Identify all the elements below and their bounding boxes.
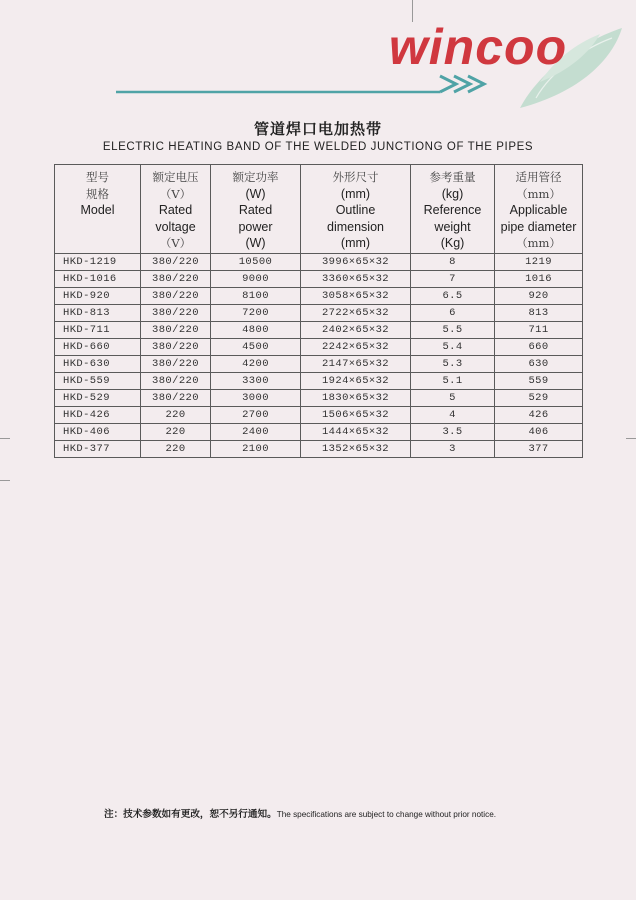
cell-weight: 4 [411, 407, 495, 424]
crop-mark-right [626, 438, 636, 439]
chevron-arrows-icon [440, 76, 484, 92]
cell-model: HKD-1016 [55, 271, 141, 288]
cell-pipe-diameter: 1219 [495, 254, 583, 271]
cell-pipe-diameter: 630 [495, 356, 583, 373]
cell-voltage: 380/220 [141, 271, 211, 288]
cell-model: HKD-529 [55, 390, 141, 407]
header-outline-dimension: 外形尺寸 (mm) Outline dimension (mm) [301, 165, 411, 254]
cell-power: 3300 [211, 373, 301, 390]
cell-voltage: 380/220 [141, 305, 211, 322]
header-applicable-pipe-diameter: 适用管径 （mm） Applicable pipe diameter （mm） [495, 165, 583, 254]
cell-voltage: 380/220 [141, 254, 211, 271]
table-row [55, 441, 583, 458]
header-reference-weight: 参考重量 (kg) Reference weight (Kg) [411, 165, 495, 254]
cell-weight: 3.5 [411, 424, 495, 441]
crop-mark-left-bottom [0, 480, 10, 481]
table-row [55, 339, 583, 356]
cell-pipe-diameter: 426 [495, 407, 583, 424]
cell-pipe-diameter: 660 [495, 339, 583, 356]
cell-model: HKD-559 [55, 373, 141, 390]
header-model: 型号 规格 Model [55, 165, 141, 254]
cell-model: HKD-660 [55, 339, 141, 356]
cell-weight: 5.5 [411, 322, 495, 339]
footnote-english: The specifications are subject to change without prior notice. [276, 810, 497, 819]
cell-model: HKD-406 [55, 424, 141, 441]
cell-weight: 6 [411, 305, 495, 322]
cell-model: HKD-813 [55, 305, 141, 322]
cell-model: HKD-377 [55, 441, 141, 458]
cell-dimension: 1352×65×32 [301, 441, 411, 458]
cell-power: 9000 [211, 271, 301, 288]
cell-power: 4800 [211, 322, 301, 339]
title-chinese: 管道焊口电加热带 [253, 120, 382, 138]
cell-weight: 5.4 [411, 339, 495, 356]
cell-model: HKD-1219 [55, 254, 141, 271]
cell-voltage: 220 [141, 407, 211, 424]
cell-pipe-diameter: 559 [495, 373, 583, 390]
cell-power: 10500 [211, 254, 301, 271]
table-row [55, 271, 583, 288]
table-row [55, 305, 583, 322]
cell-model: HKD-630 [55, 356, 141, 373]
header-rated-power: 额定功率 (W) Rated power (W) [211, 165, 301, 254]
cell-pipe-diameter: 813 [495, 305, 583, 322]
cell-power: 2400 [211, 424, 301, 441]
cell-dimension: 3996×65×32 [301, 254, 411, 271]
cell-dimension: 3058×65×32 [301, 288, 411, 305]
logo-graphic [0, 0, 636, 112]
cell-pipe-diameter: 377 [495, 441, 583, 458]
cell-weight: 8 [411, 254, 495, 271]
cell-dimension: 2402×65×32 [301, 322, 411, 339]
cell-dimension: 1444×65×32 [301, 424, 411, 441]
footnote-chinese: 注：技术参数如有更改，恕不另行通知。 [104, 809, 277, 820]
cell-dimension: 3360×65×32 [301, 271, 411, 288]
title-english: ELECTRIC HEATING BAND OF THE WELDED JUNCTIONG OF THE PIPES [102, 141, 534, 153]
cell-weight: 7 [411, 271, 495, 288]
table-row [55, 424, 583, 441]
cell-dimension: 2147×65×32 [301, 356, 411, 373]
cell-pipe-diameter: 1016 [495, 271, 583, 288]
cell-pipe-diameter: 529 [495, 390, 583, 407]
table-body [55, 254, 583, 458]
cell-power: 4200 [211, 356, 301, 373]
brand-header [0, 0, 636, 112]
table-row [55, 373, 583, 390]
cell-dimension: 1506×65×32 [301, 407, 411, 424]
crop-mark-left-top [0, 438, 10, 439]
table-row [55, 407, 583, 424]
cell-model: HKD-920 [55, 288, 141, 305]
cell-dimension: 1924×65×32 [301, 373, 411, 390]
table-row [55, 322, 583, 339]
cell-dimension: 2722×65×32 [301, 305, 411, 322]
cell-power: 2100 [211, 441, 301, 458]
cell-weight: 5.1 [411, 373, 495, 390]
table-row [55, 390, 583, 407]
spec-table [54, 164, 583, 458]
cell-model: HKD-426 [55, 407, 141, 424]
document-title [0, 118, 636, 153]
cell-power: 7200 [211, 305, 301, 322]
cell-weight: 5 [411, 390, 495, 407]
cell-power: 2700 [211, 407, 301, 424]
cell-model: HKD-711 [55, 322, 141, 339]
cell-dimension: 2242×65×32 [301, 339, 411, 356]
footnote [104, 806, 624, 820]
cell-pipe-diameter: 711 [495, 322, 583, 339]
brand-logo: wincoo [388, 19, 568, 75]
cell-voltage: 380/220 [141, 288, 211, 305]
header-rated-voltage: 额定电压 （V） Rated voltage （V） [141, 165, 211, 254]
cell-power: 8100 [211, 288, 301, 305]
cell-power: 4500 [211, 339, 301, 356]
table-row [55, 356, 583, 373]
table-header-row [55, 165, 583, 254]
cell-voltage: 380/220 [141, 339, 211, 356]
cell-pipe-diameter: 406 [495, 424, 583, 441]
cell-voltage: 380/220 [141, 356, 211, 373]
table-row [55, 254, 583, 271]
cell-voltage: 220 [141, 441, 211, 458]
cell-power: 3000 [211, 390, 301, 407]
cell-dimension: 1830×65×32 [301, 390, 411, 407]
cell-weight: 3 [411, 441, 495, 458]
table-row [55, 288, 583, 305]
cell-voltage: 380/220 [141, 390, 211, 407]
cell-pipe-diameter: 920 [495, 288, 583, 305]
cell-weight: 6.5 [411, 288, 495, 305]
cell-voltage: 380/220 [141, 373, 211, 390]
cell-voltage: 380/220 [141, 322, 211, 339]
cell-weight: 5.3 [411, 356, 495, 373]
cell-voltage: 220 [141, 424, 211, 441]
